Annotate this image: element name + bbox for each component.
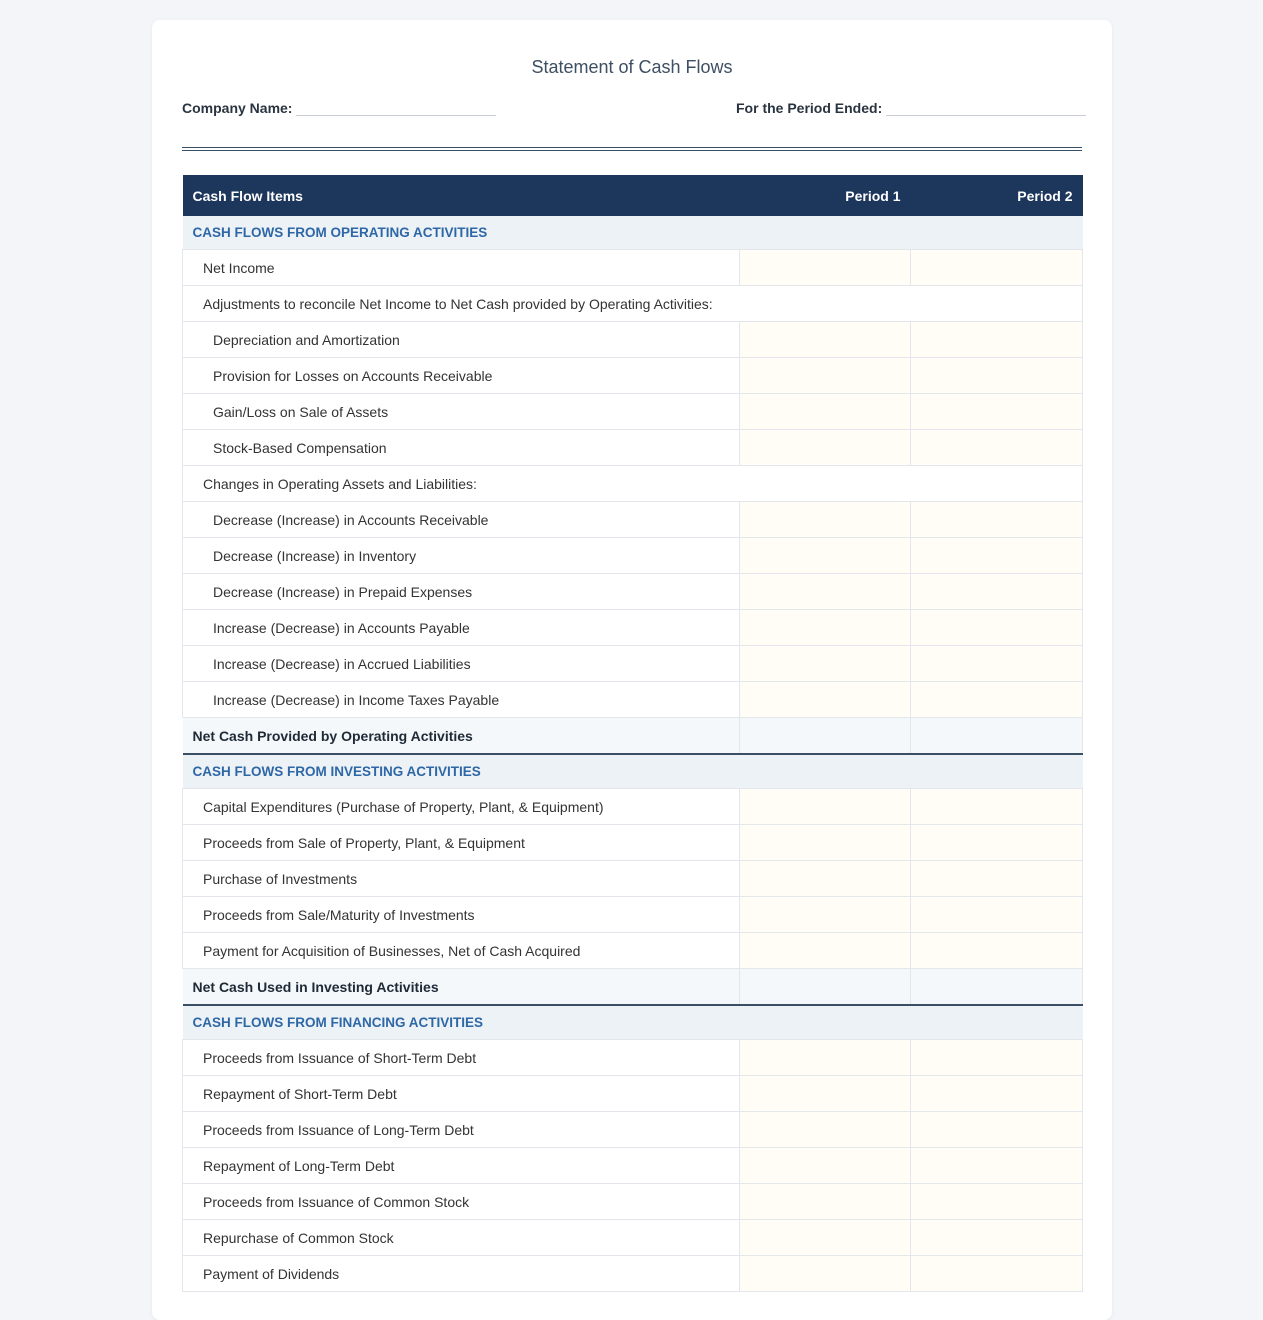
period-2-input[interactable] — [911, 682, 1083, 718]
row-label: Proceeds from Sale of Property, Plant, & Equipment — [183, 825, 740, 861]
row-label: Depreciation and Amortization — [183, 322, 740, 358]
row-label: Payment of Dividends — [183, 1256, 740, 1292]
period-2-input[interactable] — [911, 1040, 1083, 1076]
period-2-input[interactable] — [911, 430, 1083, 466]
period-1-input[interactable] — [740, 646, 911, 682]
table-row — [183, 933, 1083, 969]
period-1-input[interactable] — [740, 358, 911, 394]
table-row — [183, 789, 1083, 825]
period-2-input[interactable] — [911, 825, 1083, 861]
section-operating — [183, 216, 1083, 250]
header-period-1: Period 1 — [740, 175, 911, 216]
period-2-input[interactable] — [911, 861, 1083, 897]
period-1-total — [740, 718, 911, 755]
period-2-input[interactable] — [911, 1220, 1083, 1256]
row-label: Proceeds from Issuance of Common Stock — [183, 1184, 740, 1220]
table-row — [183, 897, 1083, 933]
period-1-input[interactable] — [740, 825, 911, 861]
period-2-input[interactable] — [911, 322, 1083, 358]
company-name-input-line[interactable] — [296, 103, 496, 116]
table-row — [183, 1256, 1083, 1292]
period-2-input[interactable] — [911, 1184, 1083, 1220]
row-label: Decrease (Increase) in Inventory — [183, 538, 740, 574]
period-1-total — [740, 969, 911, 1006]
adjustments-heading: Adjustments to reconcile Net Income to Net Cash provided by Operating Activities: — [183, 286, 1083, 322]
row-label: Repurchase of Common Stock — [183, 1220, 740, 1256]
period-1-input[interactable] — [740, 1076, 911, 1112]
table-row — [183, 502, 1083, 538]
row-label: Provision for Losses on Accounts Receivable — [183, 358, 740, 394]
period-2-input[interactable] — [911, 789, 1083, 825]
row-label: Stock-Based Compensation — [183, 430, 740, 466]
period-2-input[interactable] — [911, 1148, 1083, 1184]
subheading-row — [183, 286, 1083, 322]
section-operating-label: CASH FLOWS FROM OPERATING ACTIVITIES — [183, 216, 1083, 250]
table-row — [183, 394, 1083, 430]
table-row — [183, 430, 1083, 466]
period-1-input[interactable] — [740, 1112, 911, 1148]
table-row — [183, 861, 1083, 897]
period-ended-label: For the Period Ended: — [736, 100, 883, 116]
row-label: Increase (Decrease) in Accrued Liabilities — [183, 646, 740, 682]
period-1-input[interactable] — [740, 394, 911, 430]
period-1-input[interactable] — [740, 1220, 911, 1256]
double-divider — [182, 147, 1082, 151]
period-2-total — [911, 718, 1083, 755]
period-2-input[interactable] — [911, 574, 1083, 610]
table-row — [183, 250, 1083, 286]
section-investing — [183, 754, 1083, 789]
company-name-field — [182, 100, 496, 116]
table-row — [183, 322, 1083, 358]
period-1-input[interactable] — [740, 538, 911, 574]
period-2-input[interactable] — [911, 897, 1083, 933]
table-row — [183, 825, 1083, 861]
section-investing-label: CASH FLOWS FROM INVESTING ACTIVITIES — [183, 754, 1083, 789]
period-2-input[interactable] — [911, 538, 1083, 574]
row-label: Increase (Decrease) in Accounts Payable — [183, 610, 740, 646]
period-2-input[interactable] — [911, 1256, 1083, 1292]
section-financing — [183, 1005, 1083, 1040]
period-1-input[interactable] — [740, 789, 911, 825]
period-2-input[interactable] — [911, 502, 1083, 538]
subheading-row — [183, 466, 1083, 502]
table-row — [183, 358, 1083, 394]
total-label: Net Cash Used in Investing Activities — [183, 969, 740, 1006]
table-row — [183, 610, 1083, 646]
table-row — [183, 1184, 1083, 1220]
header-period-2: Period 2 — [911, 175, 1083, 216]
period-1-input[interactable] — [740, 250, 911, 286]
table-row — [183, 1076, 1083, 1112]
period-1-input[interactable] — [740, 322, 911, 358]
period-1-input[interactable] — [740, 430, 911, 466]
period-1-input[interactable] — [740, 861, 911, 897]
row-label: Net Income — [183, 250, 740, 286]
changes-heading: Changes in Operating Assets and Liabilities: — [183, 466, 1083, 502]
period-1-input[interactable] — [740, 933, 911, 969]
period-2-input[interactable] — [911, 1076, 1083, 1112]
row-label: Decrease (Increase) in Prepaid Expenses — [183, 574, 740, 610]
row-label: Capital Expenditures (Purchase of Property, Plant, & Equipment) — [183, 789, 740, 825]
period-2-input[interactable] — [911, 394, 1083, 430]
period-1-input[interactable] — [740, 1040, 911, 1076]
table-row — [183, 682, 1083, 718]
row-label: Repayment of Long-Term Debt — [183, 1148, 740, 1184]
row-label: Gain/Loss on Sale of Assets — [183, 394, 740, 430]
table-header-row — [183, 175, 1083, 216]
period-2-input[interactable] — [911, 646, 1083, 682]
period-ended-field — [736, 100, 1086, 116]
period-2-input[interactable] — [911, 358, 1083, 394]
period-1-input[interactable] — [740, 682, 911, 718]
row-label: Increase (Decrease) in Income Taxes Payable — [183, 682, 740, 718]
period-1-input[interactable] — [740, 574, 911, 610]
table-row — [183, 1148, 1083, 1184]
row-label: Proceeds from Issuance of Long-Term Debt — [183, 1112, 740, 1148]
period-1-input[interactable] — [740, 1256, 911, 1292]
period-2-input[interactable] — [911, 933, 1083, 969]
period-2-input[interactable] — [911, 610, 1083, 646]
period-1-input[interactable] — [740, 1184, 911, 1220]
table-row — [183, 538, 1083, 574]
period-ended-input-line[interactable] — [886, 103, 1086, 116]
statement-card — [152, 20, 1112, 1320]
header-cash-flow-items: Cash Flow Items — [183, 175, 740, 216]
period-1-input[interactable] — [740, 502, 911, 538]
table-row — [183, 574, 1083, 610]
period-1-input[interactable] — [740, 610, 911, 646]
row-label: Proceeds from Issuance of Short-Term Debt — [183, 1040, 740, 1076]
period-2-total — [911, 969, 1083, 1006]
row-label: Proceeds from Sale/Maturity of Investments — [183, 897, 740, 933]
row-label: Payment for Acquisition of Businesses, Net of Cash Acquired — [183, 933, 740, 969]
row-label: Purchase of Investments — [183, 861, 740, 897]
page-title: Statement of Cash Flows — [531, 57, 733, 77]
total-label: Net Cash Provided by Operating Activities — [183, 718, 740, 755]
period-1-input[interactable] — [740, 1148, 911, 1184]
table-row — [183, 1220, 1083, 1256]
cash-flow-table — [182, 175, 1083, 1292]
table-row — [183, 646, 1083, 682]
row-label: Decrease (Increase) in Accounts Receivable — [183, 502, 740, 538]
total-row-operating — [183, 718, 1083, 755]
table-row — [183, 1040, 1083, 1076]
company-name-label: Company Name: — [182, 100, 293, 116]
period-1-input[interactable] — [740, 897, 911, 933]
section-financing-label: CASH FLOWS FROM FINANCING ACTIVITIES — [183, 1005, 1083, 1040]
total-row-investing — [183, 969, 1083, 1006]
period-2-input[interactable] — [911, 250, 1083, 286]
row-label: Repayment of Short-Term Debt — [183, 1076, 740, 1112]
period-2-input[interactable] — [911, 1112, 1083, 1148]
table-row — [183, 1112, 1083, 1148]
